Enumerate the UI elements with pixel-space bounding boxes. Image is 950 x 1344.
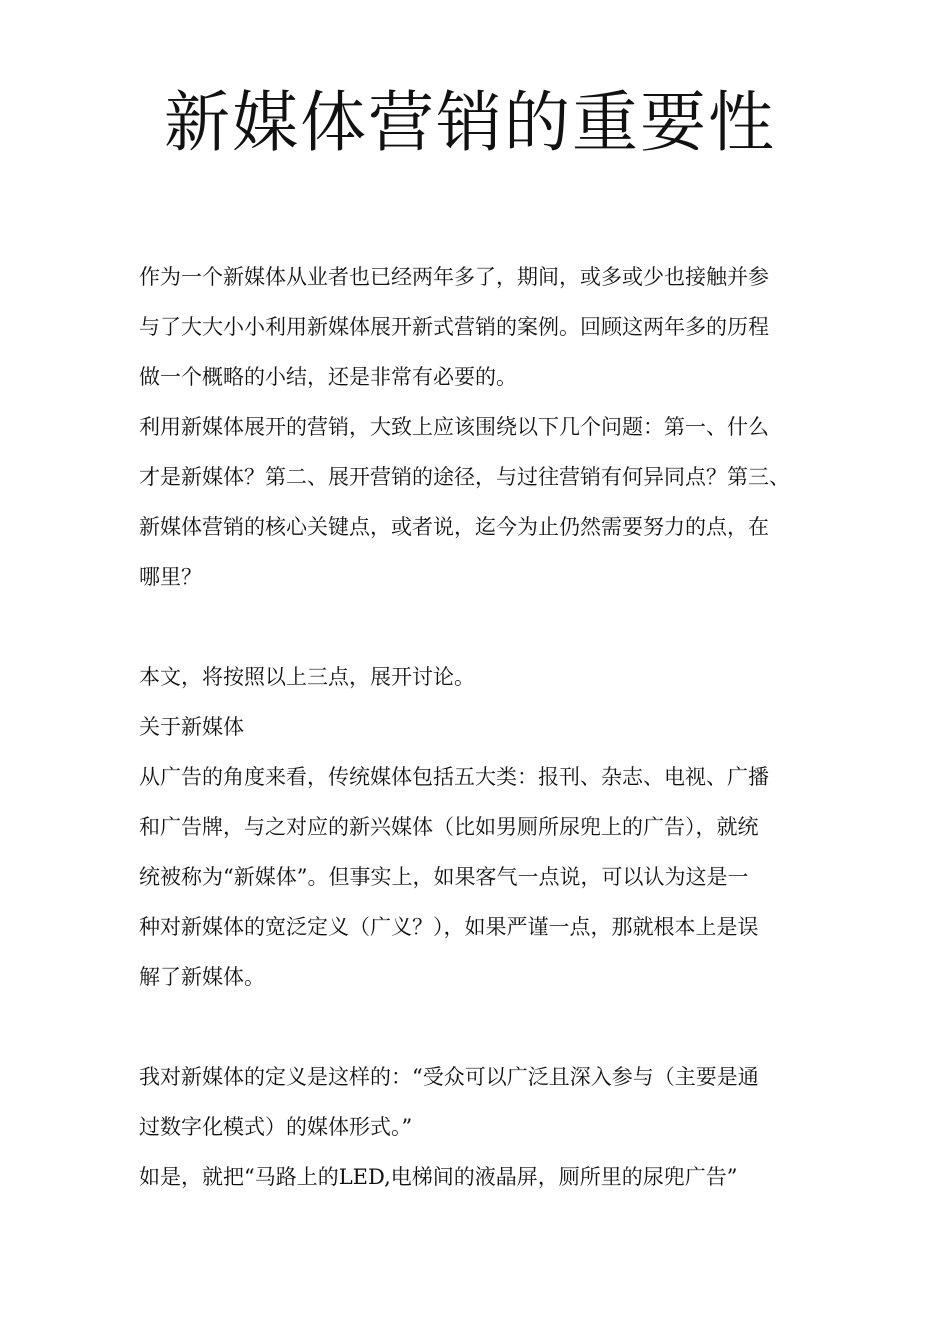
- text-line: 种对新媒体的宽泛定义（广义？），如果严谨一点，那就根本上是误: [139, 915, 759, 939]
- paragraph-traditional-media: [139, 752, 839, 1002]
- document-body: [139, 252, 839, 1202]
- text-line: 关于新媒体: [139, 715, 244, 739]
- text-line: 如是，就把“马路上的LED,电梯间的液晶屏，厕所里的尿兜广告”: [139, 1165, 738, 1189]
- paragraph-questions: [139, 402, 839, 602]
- text-line: 新媒体营销的核心关键点，或者说，迄今为止仍然需要努力的点，在: [139, 515, 769, 539]
- text-line: 和广告牌，与之对应的新兴媒体（比如男厕所尿兜上的广告），就统: [139, 815, 759, 839]
- text-line: 从广告的角度来看，传统媒体包括五大类：报刊、杂志、电视、广播: [139, 765, 769, 789]
- text-line: 与了大大小小利用新媒体展开新式营销的案例。回顾这两年多的历程: [139, 315, 769, 339]
- text-line: 统被称为“新媒体”。但事实上，如果客气一点说，可以认为这是一: [139, 865, 749, 889]
- text-line: 作为一个新媒体从业者也已经两年多了，期间，或多或少也接触并参: [139, 265, 769, 289]
- paragraph-definition: [139, 1052, 839, 1152]
- text-line: 我对新媒体的定义是这样的：“受众可以广泛且深入参与（主要是通: [139, 1065, 759, 1089]
- text-line: 哪里？: [139, 565, 202, 589]
- text-line: 利用新媒体展开的营销，大致上应该围绕以下几个问题：第一、什么: [139, 415, 769, 439]
- text-line: 本文，将按照以上三点，展开讨论。: [139, 665, 475, 689]
- text-line: 解了新媒体。: [139, 965, 265, 989]
- paragraph-outline: [139, 652, 839, 702]
- text-line: 过数字化模式）的媒体形式。”: [139, 1115, 413, 1139]
- document-title: 新媒体营销的重要性: [164, 84, 776, 161]
- section-heading: [139, 702, 839, 752]
- paragraph-intro: [139, 252, 839, 402]
- paragraph-conclusion: [139, 1152, 839, 1202]
- text-line: 做一个概略的小结，还是非常有必要的。: [139, 365, 517, 389]
- text-line: 才是新媒体？第二、展开营销的途径，与过往营销有何异同点？第三、: [139, 465, 790, 489]
